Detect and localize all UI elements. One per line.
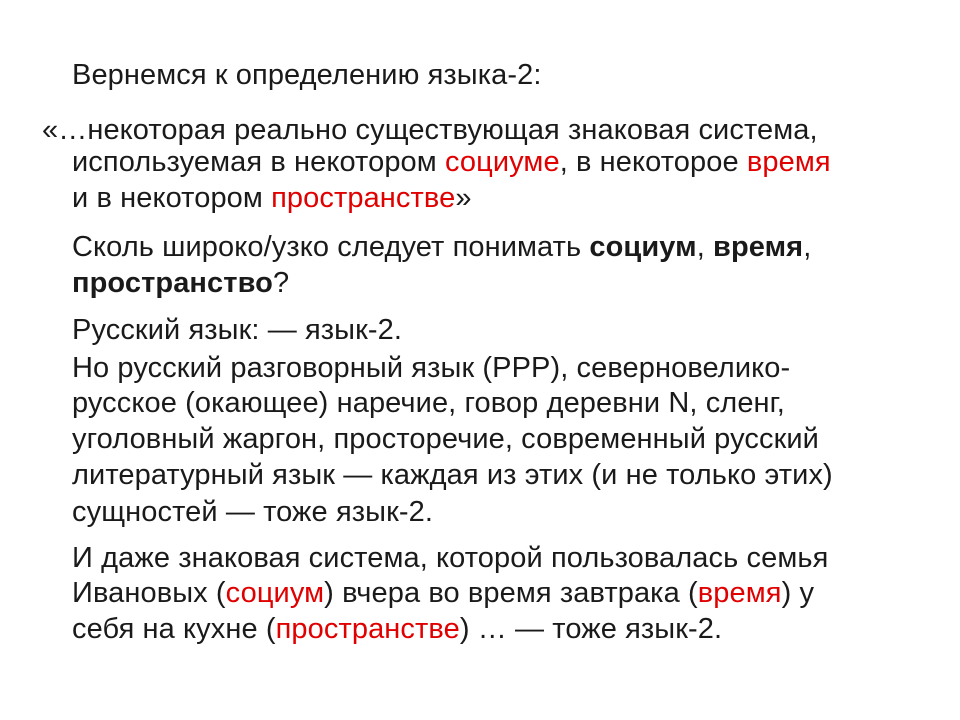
socium-highlight: социуме [444,146,560,178]
even-line-1 [72,541,828,575]
socium-highlight: социум [225,577,325,609]
quote-line-1-text: «…некоторая реально существующая знаковая система, [42,114,818,146]
even-text: ) вчера во время завтрака ( [324,577,698,609]
quote-text: и в некотором [72,182,272,214]
but-text: литературный язык — каждая из этих (и не только этих) [72,459,833,491]
quote-text: » [455,182,472,214]
quote-line-3 [72,181,472,215]
even-line-2 [72,576,814,610]
question-line-1 [72,230,811,264]
but-text: Но русский разговорный язык (РРР), северновелико- [72,352,791,384]
russian-language-text: Русский язык: — язык-2. [72,314,403,346]
russian-language-line [72,313,402,347]
but-line-3 [72,422,819,456]
but-text: русское (окающее) наречие, говор деревни N, сленг, [72,387,785,419]
even-text: И даже знаковая система, которой пользовалась семья [72,542,829,574]
quote-text: используемая в некотором [72,146,445,178]
space-bold: пространство [72,267,273,299]
time-highlight: время [746,146,831,178]
quote-text: , в некоторое [559,146,747,178]
but-line-4 [72,458,833,492]
but-line-5 [72,495,433,529]
even-text: ) … — тоже язык-2. [459,613,723,645]
even-text: ) у [781,577,815,609]
question-text: , [696,231,714,263]
question-text: Сколь широко/узко следует понимать [72,231,590,263]
slide-heading-text: Вернемся к определению языка-2: [72,59,542,91]
socium-bold: социум [589,231,697,263]
even-text: себя на кухне ( [72,613,276,645]
space-highlight: пространстве [271,182,456,214]
space-highlight: пространстве [275,613,460,645]
quote-line-2 [72,145,831,179]
question-text: ? [272,267,290,299]
time-bold: время [713,231,804,263]
quote-line-1 [42,113,818,147]
slide-heading [72,58,542,92]
question-text: , [803,231,812,263]
question-line-2 [72,266,289,300]
even-line-3 [72,612,722,646]
but-text: уголовный жаргон, просторечие, современный русский [72,423,819,455]
even-text: Ивановых ( [72,577,226,609]
time-highlight: время [697,577,782,609]
but-text: сущностей — тоже язык-2. [72,496,434,528]
but-line-2 [72,386,785,420]
but-line-1 [72,351,790,385]
